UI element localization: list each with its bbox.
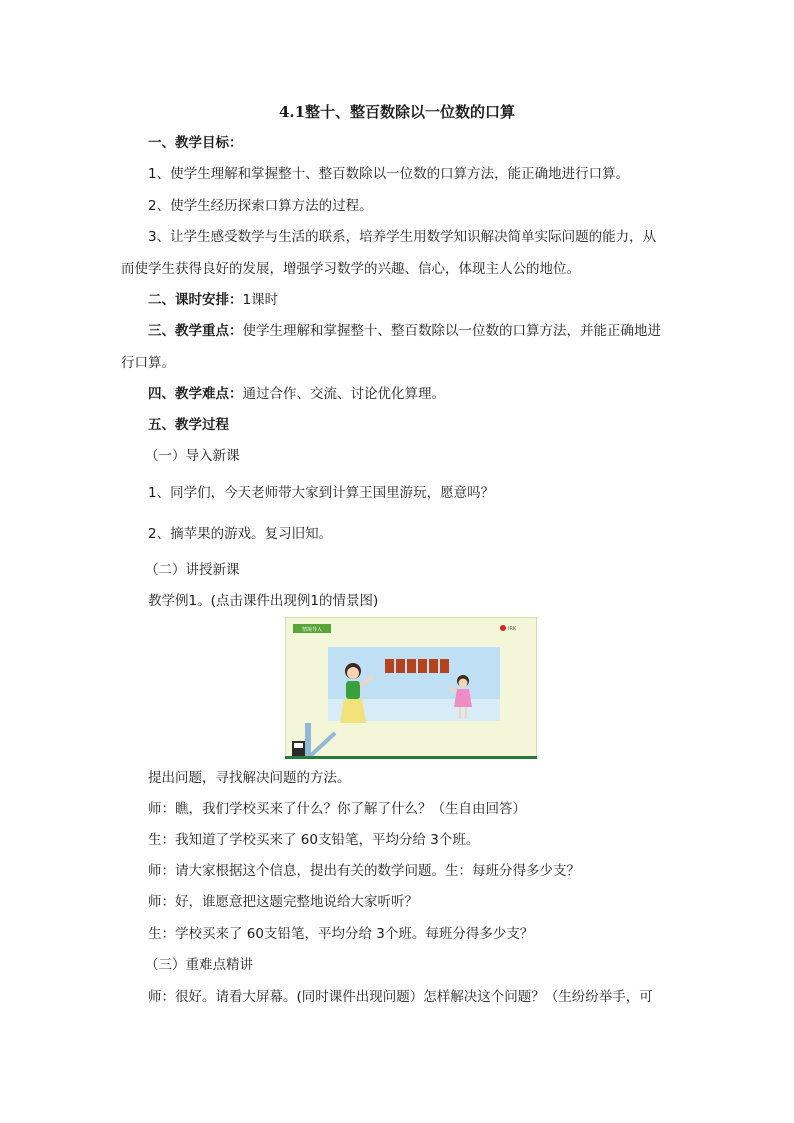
goal-1: 1、使学生理解和掌握整十、整百数除以一位数的口算方法，能正确地进行口算。 (148, 166, 630, 182)
example-illustration (285, 617, 537, 759)
schedule-text: 1课时 (242, 292, 279, 308)
process-heading-2: （二）讲授新课 (145, 562, 240, 578)
schedule-label: 二、课时安排： (148, 292, 243, 308)
dialogue-1: 师：瞧，我们学校买来了什么？你了解了什么？（生自由回答） (148, 801, 526, 817)
goal-3-line-1: 3、让学生感受数学与生活的联系，培养学生用数学知识解决简单实际问题的能力，从 (148, 229, 657, 245)
process-heading-3: （三）重难点精讲 (145, 957, 253, 973)
goal-3-line-2: 而使学生获得良好的发展，增强学习数学的兴趣、信心，体现主人公的地位。 (121, 261, 580, 277)
section-key-points (148, 322, 661, 340)
process-heading-1: （一）导入新课 (145, 448, 240, 464)
illustration-bottom-bar (285, 756, 537, 759)
section-heading-process: 五、教学过程 (148, 417, 229, 433)
after-illustration-text: 提出问题，寻找解决问题的方法。 (148, 770, 351, 786)
difficulties-label: 四、教学难点： (148, 386, 243, 402)
logo-text: IRK (508, 626, 517, 632)
key-points-continued: 行口算。 (121, 355, 175, 371)
document-title: 4.1整十、整百数除以一位数的口算 (278, 103, 516, 121)
section-heading-goals: 一、教学目标： (148, 135, 243, 151)
dialogue-6: 师：很好。请看大屏幕。(同时课件出现问题）怎样解决这个问题？（生纷纷举手，可 (148, 989, 653, 1005)
dialogue-5: 生：学校买来了 60支铅笔，平均分给 3个班。每班分得多少支？ (148, 926, 534, 942)
key-points-label: 三、教学重点： (148, 323, 243, 339)
section-difficulties (148, 385, 445, 403)
section-schedule (148, 291, 278, 309)
illustration-tag-text: 情境导入 (301, 627, 323, 633)
intro-item-2: 2、摘苹果的游戏。复习旧知。 (148, 526, 333, 542)
goal-2: 2、使学生经历探索口算方法的过程。 (148, 198, 373, 214)
intro-item-1: 1、同学们，今天老师带大家到计算王国里游玩，愿意吗？ (148, 485, 495, 501)
logo-icon (500, 625, 506, 631)
dialogue-4: 师：好，谁愿意把这题完整地说给大家听听？ (148, 894, 418, 910)
dialogue-3: 师：请大家根据这个信息，提出有关的数学问题。生：每班分得多少支？ (148, 863, 580, 879)
key-points-text: 使学生理解和掌握整十、整百数除以一位数的口算方法，并能正确地进 (242, 323, 661, 339)
example-line: 教学例1。(点击课件出现例1的情景图) (148, 593, 379, 609)
difficulties-text: 通过合作、交流、讨论优化算理。 (242, 386, 445, 402)
dialogue-2: 生：我知道了学校买来了 60支铅笔，平均分给 3个班。 (148, 832, 480, 848)
